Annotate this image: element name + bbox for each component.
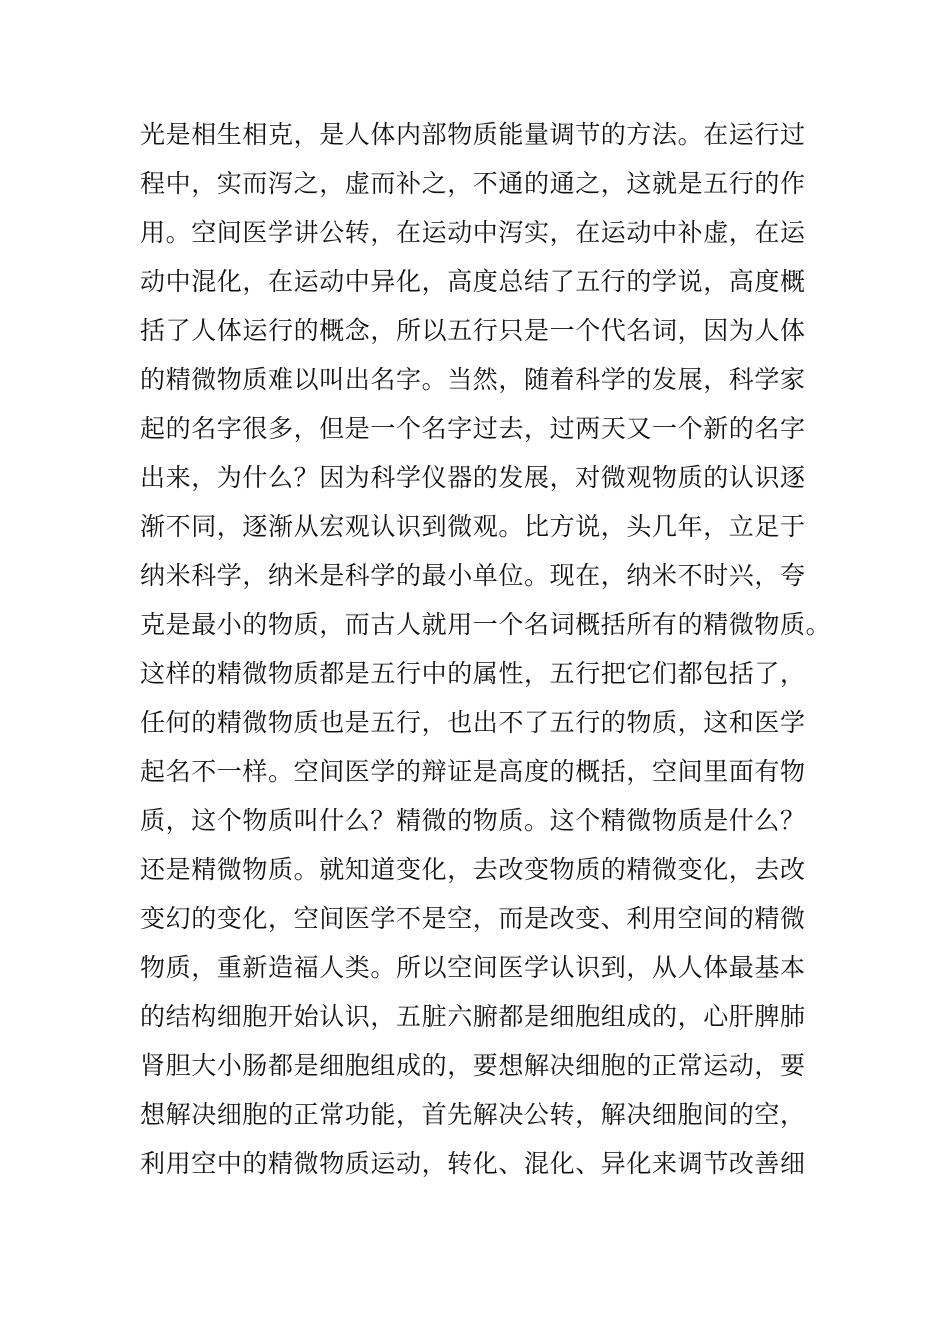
- text-line: 起名不一样。空间医学的辩证是高度的概括，空间里面有物: [140, 757, 806, 786]
- text-line: 物质，重新造福人类。所以空间医学认识到，从人体最基本: [140, 953, 806, 982]
- text-line: 想解决细胞的正常功能，首先解决公转，解决细胞间的空，: [140, 1100, 806, 1129]
- text-line: 利用空中的精微物质运动，转化、混化、异化来调节改善细: [140, 1149, 806, 1178]
- text-line: 纳米科学，纳米是科学的最小单位。现在，纳米不时兴，夸: [140, 561, 806, 590]
- text-line: 起的名字很多，但是一个名字过去，过两天又一个新的名字: [140, 414, 806, 443]
- text-line: 括了人体运行的概念，所以五行只是一个代名词，因为人体: [140, 316, 806, 345]
- text-line: 用。空间医学讲公转，在运动中泻实，在运动中补虚，在运: [140, 218, 806, 247]
- text-line: 质，这个物质叫什么？精微的物质。这个精微物质是什么？: [140, 806, 806, 835]
- text-line: 光是相生相克，是人体内部物质能量调节的方法。在运行过: [140, 120, 806, 149]
- text-line: 肾胆大小肠都是细胞组成的，要想解决细胞的正常运动，要: [140, 1051, 806, 1080]
- text-line: 出来，为什么？因为科学仪器的发展，对微观物质的认识逐: [140, 463, 806, 492]
- text-line: 的结构细胞开始认识，五脏六腑都是细胞组成的，心肝脾肺: [140, 1002, 806, 1031]
- text-line: 任何的精微物质也是五行，也出不了五行的物质，这和医学: [140, 708, 806, 737]
- text-line: 这样的精微物质都是五行中的属性，五行把它们都包括了，: [140, 659, 806, 688]
- text-line: 还是精微物质。就知道变化，去改变物质的精微变化，去改: [140, 855, 806, 884]
- text-line: 的精微物质难以叫出名字。当然，随着科学的发展，科学家: [140, 365, 806, 394]
- text-line: 程中，实而泻之，虚而补之，不通的通之，这就是五行的作: [140, 169, 806, 198]
- text-line: 渐不同，逐渐从宏观认识到微观。比方说，头几年，立足于: [140, 512, 806, 541]
- text-line: 动中混化，在运动中异化，高度总结了五行的学说，高度概: [140, 267, 806, 296]
- text-line: 变幻的变化，空间医学不是空，而是改变、利用空间的精微: [140, 904, 806, 933]
- text-line: 克是最小的物质，而古人就用一个名词概括所有的精微物质。: [140, 610, 832, 639]
- body-text: [140, 110, 840, 1188]
